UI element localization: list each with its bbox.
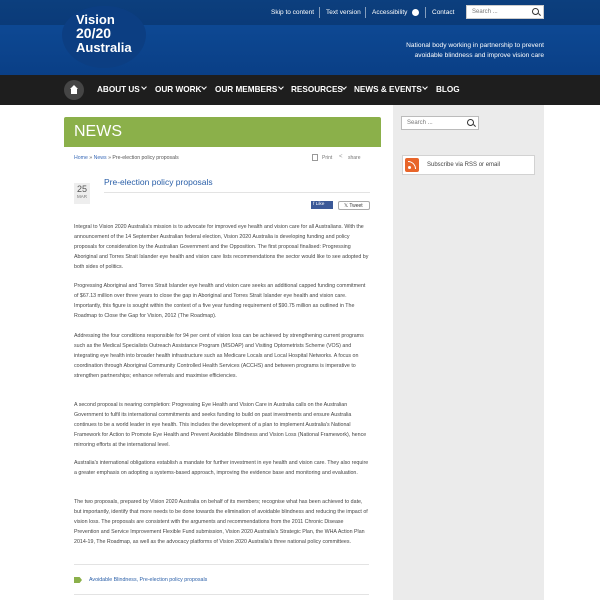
post-tags[interactable]: Avoidable Blindness, Pre-election policy proposals <box>89 577 208 583</box>
tag-icon <box>74 577 82 583</box>
share-icon[interactable]: < <box>339 154 343 160</box>
divider <box>104 192 370 193</box>
text-version-link[interactable]: Text version <box>326 9 361 16</box>
rss-subscribe-button[interactable] <box>402 155 535 175</box>
home-icon[interactable] <box>64 80 84 100</box>
section-title: NEWS <box>74 123 122 140</box>
share-link[interactable]: share <box>348 155 361 161</box>
site-header <box>0 0 600 75</box>
post-title[interactable]: Pre-election policy proposals <box>104 177 213 187</box>
facebook-like-button[interactable]: f Like <box>311 201 333 209</box>
post-paragraph: The two proposals, prepared by Vision 2020 Australia on behalf of its members; recognise what has been achieved to date, but importantly, identify that more needs to be done towards the elimination of avoidable blindness and reducing the impact of vision loss. The proposals are consistent with the arguments and recommendations from the 2011 Chronic Disease Prevention and Service Improvement Flexible Fund submission, Vision 2020 Australia's Strategic Plan, the WHA Action Plan 2014-19, The Roadmap, as well as the advocacy platforms of Vision 2020 Australia's three national policy committees. <box>74 499 368 545</box>
post-paragraph: Integral to Vision 2020 Australia's mission is to advocate for improved eye health and vision care for all Australians. With the announcement of the 14 September Australian federal election, Vision 2020 Australia is developing funding and policy proposals for consideration by the Australian Government and the Opposition. The first proposal finalised: Progressing Aboriginal and Torres Strait Islander eye health and vision care lists recommendations the sector would like to see adopted by both sides of politics. <box>74 224 369 270</box>
breadcrumb-separator: » <box>108 155 111 161</box>
section-header <box>64 117 381 147</box>
breadcrumb <box>74 155 179 161</box>
divider <box>74 564 369 565</box>
post-paragraph: Progressing Aboriginal and Torres Strait Islander eye health and vision care seeks an additional capped funding commitment of $67.13 million over three years to close the gap in Aboriginal and Torres Strait Islander eye health and vision care. Importantly, this figure is sought within the context of a five year funding requirement of $90.75 million as outlined in The Roadmap to Close the Gap for Vision, 2012 (The Roadmap). <box>74 283 366 319</box>
divider <box>425 7 426 18</box>
site-logo[interactable] <box>62 6 146 68</box>
search-placeholder: Search ... <box>472 9 498 15</box>
breadcrumb-news[interactable]: News <box>93 155 107 161</box>
nav-item-resources[interactable]: RESOURCES <box>291 85 343 94</box>
logo-line-3: Australia <box>76 40 132 55</box>
header-search-input[interactable] <box>466 5 544 19</box>
sidebar <box>393 105 544 600</box>
divider <box>74 594 369 595</box>
nav-item-news-events[interactable]: NEWS & EVENTS <box>354 85 422 94</box>
like-label: Like <box>315 202 325 207</box>
post-paragraph: Addressing the four conditions responsible for 94 per cent of vision loss can be achieved by strengthening current programs such as the Medical Specialists Outreach Assistance Program (MSOAP) and Visiting Optometrists Scheme (VOS) and integrating eye health into broader health infrastructure such as Medicare Locals and Local Hospital Networks. A focus on coordination through Aboriginal Community Controlled Health Services (ACCHS) and between programs is imperative to strengthen partnerships; enhance referrals and maximise efficiencies. <box>74 333 364 379</box>
chevron-down-icon <box>422 84 428 90</box>
chevron-down-icon <box>141 84 147 90</box>
site-tagline <box>380 41 544 61</box>
gear-icon <box>412 9 419 16</box>
chevron-down-icon <box>278 84 284 90</box>
divider <box>319 7 320 18</box>
logo-line-1: Vision <box>76 12 115 27</box>
contact-link[interactable]: Contact <box>432 9 455 16</box>
divider <box>365 7 366 18</box>
nav-item-our-members[interactable]: OUR MEMBERS <box>215 85 278 94</box>
rss-icon <box>405 158 419 172</box>
search-icon[interactable] <box>532 8 539 15</box>
accessibility-link[interactable]: Accessibility <box>372 9 408 16</box>
nav-item-our-work[interactable]: OUR WORK <box>155 85 202 94</box>
post-paragraph: Australia's international obligations establish a mandate for further investment in eye health and vision care. They also require a greater emphasis on adopting a systems-based approach, improving the evidence base and monitoring and evaluation. <box>74 460 369 476</box>
post-date-badge <box>74 183 90 204</box>
print-link[interactable]: Print <box>322 155 333 161</box>
skip-to-content-link[interactable]: Skip to content <box>271 9 314 16</box>
rss-subscribe-label: Subscribe via RSS or email <box>427 162 501 168</box>
main-content <box>64 117 381 600</box>
main-nav <box>0 75 600 105</box>
print-icon[interactable] <box>312 154 318 161</box>
breadcrumb-current: Pre-election policy proposals <box>112 155 179 161</box>
tagline-line: avoidable blindness and improve vision care <box>414 52 544 59</box>
nav-item-blog[interactable]: BLOG <box>436 85 460 94</box>
search-placeholder: Search ... <box>407 120 433 126</box>
breadcrumb-separator: » <box>89 155 93 161</box>
tweet-label: Tweet <box>349 203 363 209</box>
search-icon[interactable] <box>467 119 474 126</box>
nav-item-about-us[interactable]: ABOUT US <box>97 85 140 94</box>
post-month: MAR <box>77 194 87 199</box>
sidebar-search-input[interactable] <box>401 116 479 130</box>
post-day: 25 <box>76 184 87 194</box>
post-paragraph: A second proposal is nearing completion: Progressing Eye Health and Vision Care in Australia calls on the Australian Government to fulfil its international commitments and seeks funding to build on past investments and ensure Australia continues to be a world leader in eye health. This includes the development of a plan to implement Australia's National Framework for Action to Promote Eye Health and Prevent Avoidable Blindness and Vision Loss (National Framework), hence mirroring efforts at the international level. <box>74 402 367 448</box>
breadcrumb-home[interactable]: Home <box>74 155 88 161</box>
logo-line-2: 20/20 <box>76 25 112 41</box>
chevron-down-icon <box>201 84 207 90</box>
tweet-button[interactable]: 𝕏 Tweet <box>338 201 370 210</box>
tagline-line: National body working in partnership to prevent <box>406 42 544 49</box>
